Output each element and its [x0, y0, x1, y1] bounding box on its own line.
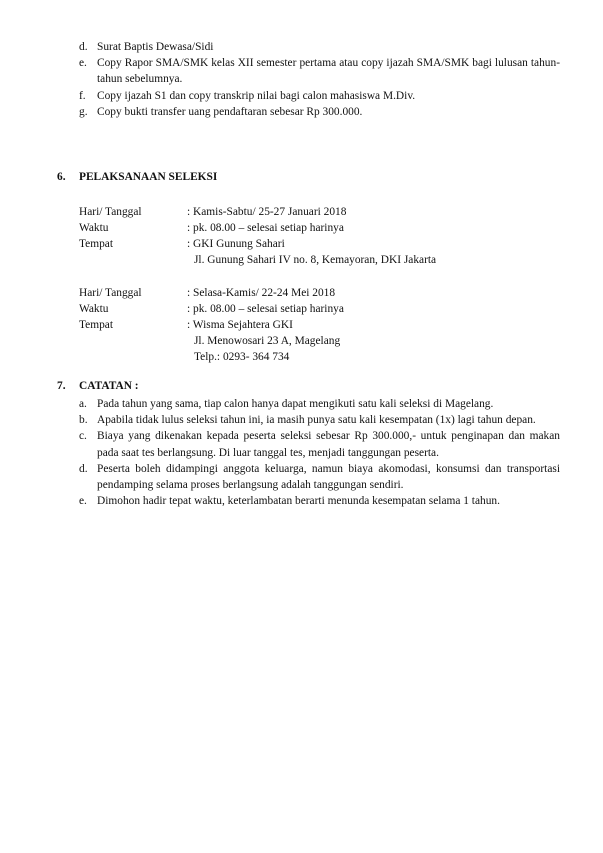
schedule-label: Tempat [79, 238, 113, 250]
list-item [79, 493, 560, 509]
section-title: PELAKSANAAN SELEKSI [79, 171, 218, 183]
list-item-text: Copy Rapor SMA/SMK kelas XII semester pertama atau copy ijazah SMA/SMK bagi lulusan tahun-tahun sebelumnya. [97, 57, 560, 86]
list-item-text: Dimohon hadir tepat waktu, keterlambatan berarti menunda kesempatan selama 1 tahun. [97, 495, 500, 508]
list-item [79, 55, 560, 87]
schedule-row [79, 220, 436, 236]
address-line: Jl. Gunung Sahari IV no. 8, Kemayoran, DKI Jakarta [194, 254, 437, 266]
schedule-row [79, 301, 344, 317]
list-item-text: Apabila tidak lulus seleksi tahun ini, ia masih punya satu kali kesempatan (1x) lagi tahun depan. [97, 414, 536, 427]
list-item [79, 104, 560, 120]
list-item-text: Peserta boleh didampingi anggota keluarga, namun biaya akomodasi, konsumsi dan transportasi pendamping selama proses berlangsung adalah tanggungan sendiri. [97, 462, 560, 492]
schedule-row [79, 285, 344, 301]
schedule-jakarta [79, 204, 436, 268]
section-6-heading [57, 171, 217, 183]
list-item [79, 39, 560, 55]
list-item [79, 428, 560, 460]
schedule-value: : Wisma Sejahtera GKI [187, 319, 293, 331]
list-marker: g. [79, 105, 88, 118]
section-title: CATATAN : [79, 380, 139, 392]
notes-list [79, 396, 560, 509]
schedule-magelang [79, 285, 344, 365]
list-marker: b. [79, 414, 88, 427]
list-marker: d. [79, 462, 88, 475]
schedule-label: Hari/ Tanggal [79, 206, 142, 218]
list-item-text: Biaya yang dikenakan kepada peserta seleksi sebesar Rp 300.000,- untuk penginapan dan makan pada saat tes berlangsung. Di luar tanggal tes, menjadi tanggungan peserta. [97, 430, 560, 459]
list-item [79, 461, 560, 493]
list-item-text: Copy ijazah S1 dan copy transkrip nilai bagi calon mahasiswa M.Div. [97, 89, 416, 102]
section-7-heading [57, 380, 139, 392]
list-marker: e. [79, 495, 87, 508]
schedule-value: : pk. 08.00 – selesai setiap harinya [187, 303, 344, 315]
list-item-text: Pada tahun yang sama, tiap calon hanya dapat mengikuti satu kali seleksi di Magelang. [97, 398, 494, 410]
list-marker: f. [79, 89, 86, 102]
list-marker: a. [79, 398, 87, 410]
list-marker: d. [79, 41, 88, 53]
list-item [79, 412, 560, 428]
phone-line: Telp.: 0293- 364 734 [194, 351, 290, 363]
list-item [79, 396, 560, 412]
schedule-value: : pk. 08.00 – selesai setiap harinya [187, 222, 344, 234]
requirements-list [79, 39, 560, 120]
schedule-row [79, 204, 436, 220]
schedule-label: Hari/ Tanggal [79, 287, 142, 299]
list-item-text: Copy bukti transfer uang pendaftaran sebesar Rp 300.000. [97, 105, 363, 118]
schedule-value: : Selasa-Kamis/ 22-24 Mei 2018 [187, 287, 336, 299]
list-item [79, 88, 560, 104]
section-number: 7. [57, 380, 66, 392]
schedule-label: Tempat [79, 319, 113, 331]
schedule-label: Waktu [79, 303, 109, 315]
schedule-label: Waktu [79, 222, 109, 234]
address-line: Jl. Menowosari 23 A, Magelang [194, 335, 341, 347]
schedule-row [79, 236, 436, 252]
schedule-value: : Kamis-Sabtu/ 25-27 Januari 2018 [187, 206, 347, 218]
schedule-value: : GKI Gunung Sahari [187, 238, 285, 250]
list-item-text: Surat Baptis Dewasa/Sidi [97, 41, 214, 53]
schedule-row [79, 317, 344, 333]
section-number: 6. [57, 171, 66, 183]
list-marker: e. [79, 57, 87, 70]
list-marker: c. [79, 430, 87, 443]
